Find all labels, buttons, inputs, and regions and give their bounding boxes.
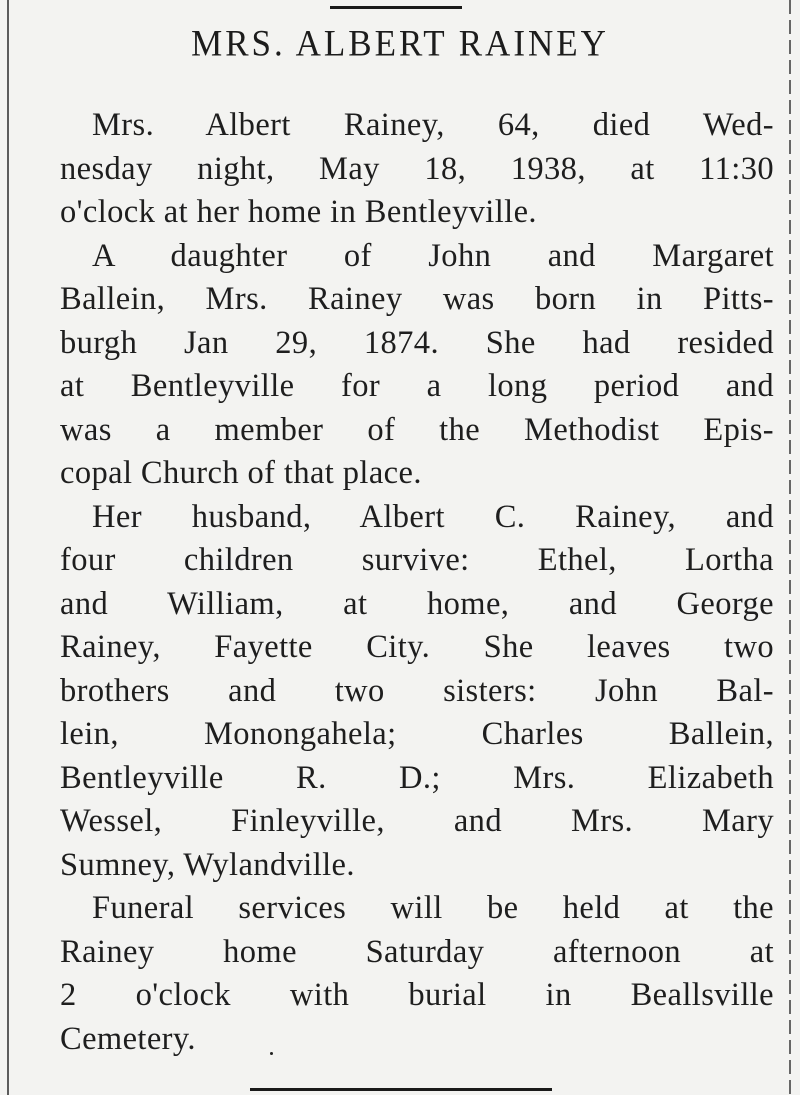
right-column-rule: [789, 0, 791, 1095]
bottom-divider-rule: [250, 1088, 552, 1091]
text-line: burgh Jan 29, 1874. She had resided: [60, 324, 774, 361]
ink-speck: [270, 1052, 273, 1055]
text-line: o'clock at her home in Bentleyville.: [60, 194, 537, 230]
text-line: Her husband, Albert C. Rainey, and: [92, 498, 774, 535]
text-line: Bentleyville R. D.; Mrs. Elizabeth: [60, 759, 774, 796]
paragraph-biography: [30, 235, 774, 496]
text-line: four children survive: Ethel, Lortha: [60, 542, 774, 578]
paragraph-survivors: [30, 496, 774, 888]
text-line: Rainey, Fayette City. She leaves two: [60, 629, 774, 665]
obituary-headline: MRS. ALBERT RAINEY: [191, 23, 609, 64]
text-line: brothers and two sisters: John Bal-: [60, 672, 774, 709]
text-line: was a member of the Methodist Epis-: [60, 411, 774, 448]
text-line: Wessel, Finleyville, and Mrs. Mary: [60, 803, 774, 839]
obituary-body: [30, 104, 774, 1061]
paragraph-funeral: [30, 887, 774, 1061]
paragraph-death-notice: [30, 104, 774, 235]
text-line: at Bentleyville for a long period and: [60, 368, 774, 404]
text-line: 2 o'clock with burial in Beallsville: [60, 977, 774, 1013]
text-line: Rainey home Saturday afternoon at: [60, 933, 774, 970]
text-line: Sumney, Wylandville.: [60, 846, 355, 883]
text-line: Cemetery.: [60, 1020, 196, 1057]
text-line: copal Church of that place.: [60, 455, 422, 491]
text-line: A daughter of John and Margaret: [92, 237, 774, 274]
top-divider-rule: [330, 6, 462, 9]
left-column-rule: [7, 0, 9, 1095]
text-line: lein, Monongahela; Charles Ballein,: [60, 716, 774, 752]
text-line: Funeral services will be held at the: [92, 890, 774, 926]
text-line: and William, at home, and George: [60, 585, 774, 622]
text-line: nesday night, May 18, 1938, at 11:30: [60, 150, 774, 187]
text-line: Ballein, Mrs. Rainey was born in Pitts-: [60, 281, 774, 317]
text-line: Mrs. Albert Rainey, 64, died Wed-: [92, 107, 774, 143]
